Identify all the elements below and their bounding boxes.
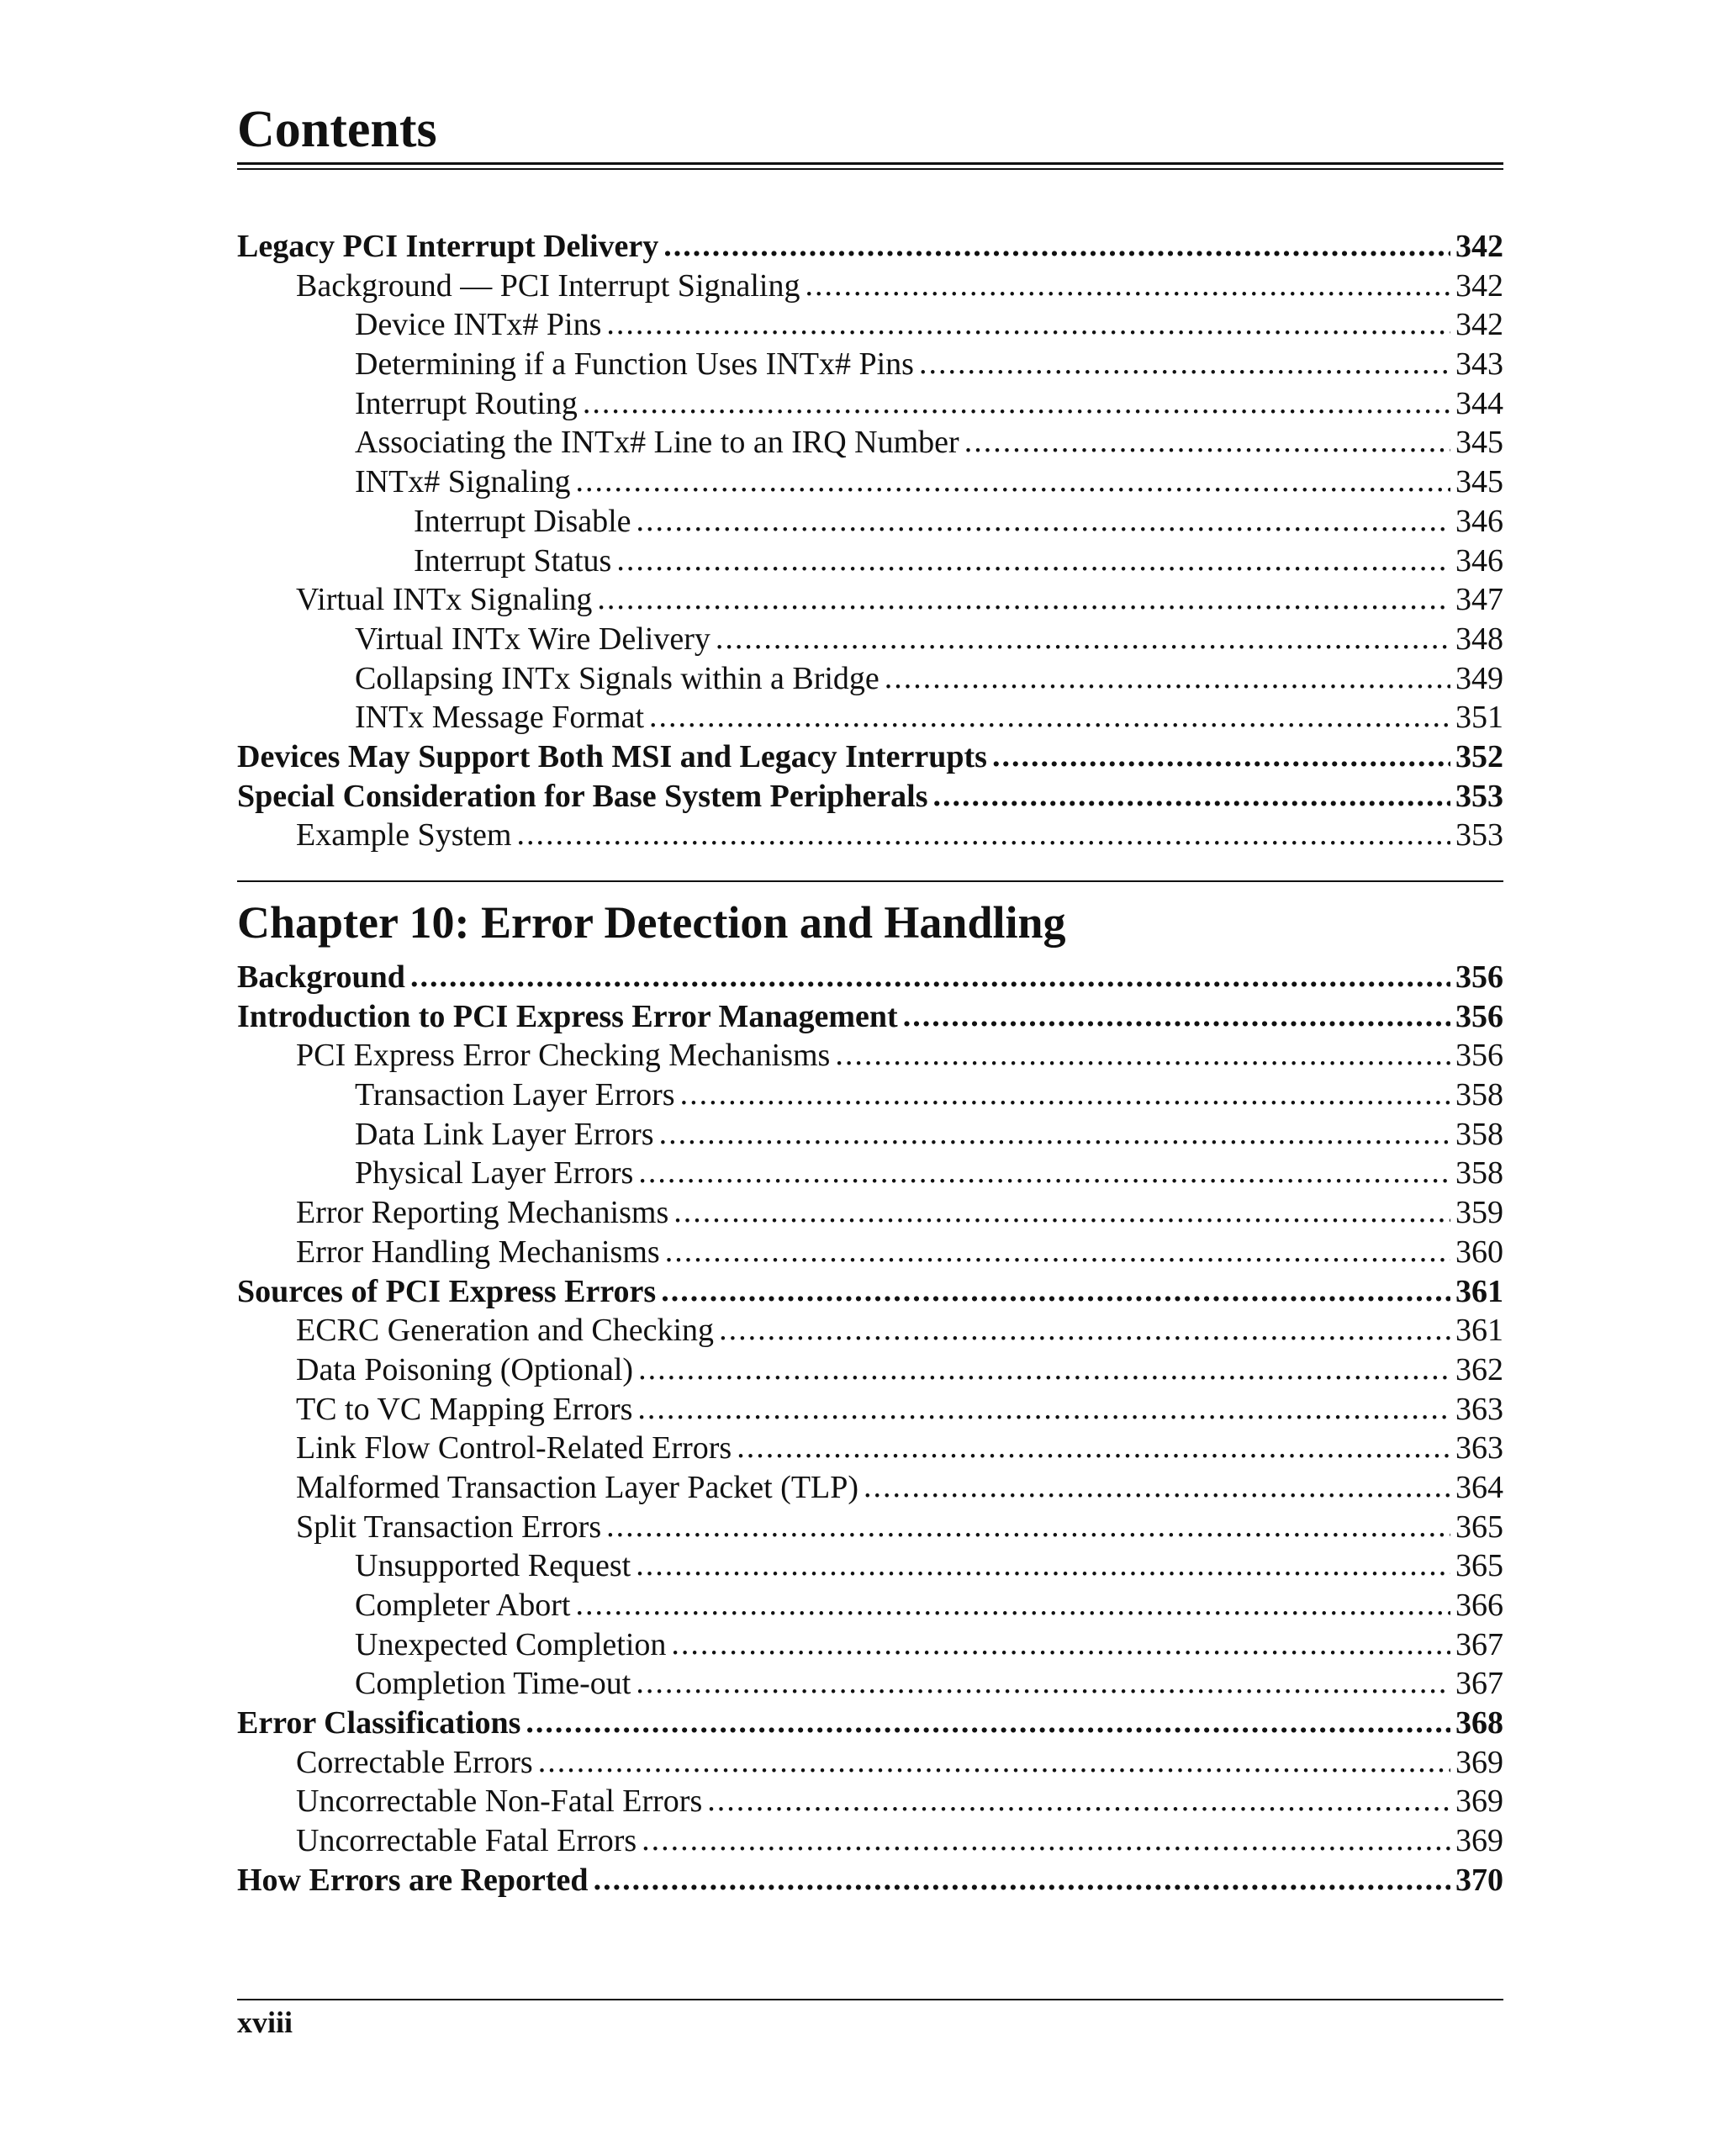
- toc-entry-page: 356: [1455, 1038, 1503, 1074]
- toc-entry[interactable]: [237, 227, 1503, 267]
- toc-entry-title: Split Transaction Errors: [296, 1509, 602, 1545]
- dot-leader: [659, 1114, 1450, 1154]
- toc-entry[interactable]: [237, 1390, 1503, 1429]
- toc-entry[interactable]: [237, 620, 1503, 659]
- dot-leader: [719, 1310, 1450, 1350]
- toc-entry[interactable]: [237, 542, 1503, 581]
- toc-entry[interactable]: [237, 1075, 1503, 1115]
- footer-page-number: xviii: [237, 2005, 293, 2039]
- toc-entry-page: 342: [1455, 307, 1503, 343]
- dot-leader: [919, 344, 1450, 383]
- toc-entry-title: Interrupt Status: [414, 542, 612, 579]
- toc-entry-page: 358: [1455, 1116, 1503, 1152]
- toc-entry[interactable]: [237, 1586, 1503, 1625]
- toc-entry[interactable]: [237, 1154, 1503, 1193]
- toc-entry-title: Error Classifications: [237, 1705, 521, 1741]
- toc-entry-page: 353: [1455, 817, 1503, 853]
- toc-entry-page: 367: [1455, 1666, 1503, 1702]
- dot-leader: [737, 1428, 1450, 1467]
- toc-entry[interactable]: [237, 1508, 1503, 1547]
- toc-entry-page: 351: [1455, 700, 1503, 736]
- toc-entry-page: 369: [1455, 1744, 1503, 1780]
- dot-leader: [716, 619, 1450, 658]
- toc-entry[interactable]: [237, 345, 1503, 384]
- toc-entry[interactable]: [237, 423, 1503, 462]
- toc-entry[interactable]: [237, 1233, 1503, 1272]
- toc-entry-title: Associating the INTx# Line to an IRQ Number: [355, 425, 959, 461]
- toc-entry-page: 369: [1455, 1783, 1503, 1820]
- toc-entry[interactable]: [237, 1743, 1503, 1783]
- toc-entry-page: 345: [1455, 425, 1503, 461]
- dot-leader: [410, 957, 1450, 996]
- toc-entry[interactable]: [237, 1115, 1503, 1155]
- toc-entry-title: Special Consideration for Base System Peripherals: [237, 778, 928, 814]
- toc-entry[interactable]: [237, 1625, 1503, 1665]
- chapter-heading: Chapter 10: Error Detection and Handling: [237, 897, 1066, 948]
- toc-entry-page: 367: [1455, 1626, 1503, 1662]
- toc-entry-page: 364: [1455, 1469, 1503, 1505]
- toc-entry-title: Determining if a Function Uses INTx# Pins: [355, 346, 914, 383]
- toc-entry-page: 348: [1455, 621, 1503, 657]
- dot-leader: [616, 541, 1450, 580]
- toc-entry-title: TC to VC Mapping Errors: [296, 1391, 633, 1427]
- toc-entry[interactable]: [237, 1350, 1503, 1390]
- toc-entry-title: Virtual INTx Signaling: [296, 582, 593, 618]
- toc-entry-page: 345: [1455, 464, 1503, 500]
- toc-entry-page: 356: [1455, 998, 1503, 1034]
- header-double-rule: [237, 162, 1503, 170]
- toc-entry-page: 356: [1455, 959, 1503, 995]
- toc-entry-title: Introduction to PCI Express Error Management: [237, 998, 898, 1034]
- toc-entry[interactable]: [237, 1861, 1503, 1900]
- toc-entry[interactable]: [237, 737, 1503, 777]
- dot-leader: [575, 1585, 1450, 1625]
- toc-entry-title: Physical Layer Errors: [355, 1155, 634, 1192]
- toc-entry-page: 362: [1455, 1351, 1503, 1387]
- toc-entry-title: Error Reporting Mechanisms: [296, 1195, 669, 1231]
- toc-entry[interactable]: [237, 777, 1503, 816]
- dot-leader: [575, 462, 1450, 501]
- dot-leader: [594, 1860, 1450, 1900]
- toc-entry[interactable]: [237, 816, 1503, 855]
- toc-entry-page: 346: [1455, 542, 1503, 579]
- toc-entry-title: Unexpected Completion: [355, 1626, 667, 1662]
- toc-entry-title: Error Handling Mechanisms: [296, 1234, 660, 1270]
- toc-entry-title: How Errors are Reported: [237, 1862, 589, 1898]
- toc-entry-page: 369: [1455, 1823, 1503, 1859]
- toc-entry-title: Collapsing INTx Signals within a Bridge: [355, 660, 879, 696]
- toc-entry-title: INTx# Signaling: [355, 464, 571, 500]
- toc-entry-page: 342: [1455, 229, 1503, 264]
- dot-leader: [638, 1153, 1450, 1192]
- toc-entry[interactable]: [237, 659, 1503, 699]
- toc-entry[interactable]: [237, 1821, 1503, 1861]
- dot-leader: [673, 1192, 1450, 1232]
- toc-entry[interactable]: [237, 502, 1503, 542]
- toc-entry-page: 342: [1455, 267, 1503, 304]
- toc-entry[interactable]: [237, 1272, 1503, 1312]
- dot-leader: [583, 383, 1450, 423]
- dot-leader: [964, 422, 1450, 462]
- toc-entry-title: Virtual INTx Wire Delivery: [355, 621, 710, 657]
- toc-entry-title: Devices May Support Both MSI and Legacy Interrupts: [237, 738, 987, 774]
- toc-entry-page: 349: [1455, 660, 1503, 696]
- dot-leader: [933, 776, 1450, 816]
- toc-entry-title: Background: [237, 959, 405, 995]
- toc-entry[interactable]: [237, 1429, 1503, 1468]
- toc-entry-title: Data Poisoning (Optional): [296, 1351, 634, 1387]
- toc-entry-page: 368: [1455, 1705, 1503, 1741]
- toc-entry-title: Completion Time-out: [355, 1666, 631, 1702]
- toc-entry-title: Unsupported Request: [355, 1548, 631, 1584]
- toc-entry[interactable]: [237, 1704, 1503, 1743]
- toc-entry-page: 343: [1455, 346, 1503, 383]
- toc-entry-title: Interrupt Disable: [414, 503, 631, 539]
- toc-entry-title: Completer Abort: [355, 1588, 571, 1623]
- dot-leader: [606, 304, 1450, 344]
- section-divider: [237, 880, 1503, 882]
- toc-entry[interactable]: [237, 1036, 1503, 1075]
- page-title: Contents: [237, 101, 437, 158]
- toc-entry-page: 361: [1455, 1273, 1503, 1309]
- toc-entry[interactable]: [237, 997, 1503, 1037]
- toc-entry-page: 358: [1455, 1077, 1503, 1113]
- toc-entry[interactable]: [237, 580, 1503, 620]
- toc-entry[interactable]: [237, 1782, 1503, 1821]
- toc-entry[interactable]: [237, 958, 1503, 997]
- toc-entry-title: Uncorrectable Non-Fatal Errors: [296, 1783, 703, 1820]
- dot-leader: [526, 1703, 1450, 1742]
- toc-entry-title: Sources of PCI Express Errors: [237, 1273, 657, 1309]
- toc-entry[interactable]: [237, 267, 1503, 306]
- toc-entry[interactable]: [237, 1311, 1503, 1350]
- dot-leader: [665, 1232, 1450, 1271]
- dot-leader: [637, 1389, 1450, 1429]
- dot-leader: [661, 1271, 1450, 1311]
- toc-entry-title: Link Flow Control-Related Errors: [296, 1430, 732, 1466]
- dot-leader: [538, 1742, 1450, 1782]
- toc-entry[interactable]: [237, 698, 1503, 737]
- toc-entry-title: ECRC Generation and Checking: [296, 1313, 715, 1349]
- toc-entry-title: Legacy PCI Interrupt Delivery: [237, 229, 659, 264]
- dot-leader: [636, 1546, 1450, 1585]
- dot-leader: [671, 1625, 1450, 1664]
- toc-entry-page: 344: [1455, 385, 1503, 421]
- toc-entry-page: 365: [1455, 1548, 1503, 1584]
- toc-entry-title: INTx Message Format: [355, 700, 645, 736]
- toc-entry-page: 365: [1455, 1509, 1503, 1545]
- toc-entry-page: 370: [1455, 1862, 1503, 1898]
- toc-entry-title: Transaction Layer Errors: [355, 1077, 675, 1113]
- dot-leader: [606, 1507, 1450, 1546]
- dot-leader: [992, 737, 1450, 776]
- toc-list-legacy-interrupts: [237, 227, 1503, 855]
- toc-entry-page: 353: [1455, 778, 1503, 814]
- toc-entry-title: Malformed Transaction Layer Packet (TLP): [296, 1469, 859, 1505]
- toc-entry[interactable]: [237, 305, 1503, 345]
- toc-entry[interactable]: [237, 1193, 1503, 1233]
- dot-leader: [642, 1820, 1450, 1860]
- dot-leader: [864, 1467, 1450, 1507]
- dot-leader: [637, 501, 1450, 541]
- dot-leader: [903, 996, 1450, 1036]
- toc-entry-title: Interrupt Routing: [355, 385, 578, 421]
- toc-entry-title: Correctable Errors: [296, 1744, 533, 1780]
- toc-entry-page: 363: [1455, 1391, 1503, 1427]
- footer-rule: [237, 1999, 1503, 2000]
- toc-entry-page: 363: [1455, 1430, 1503, 1466]
- dot-leader: [516, 815, 1450, 854]
- dot-leader: [663, 226, 1450, 266]
- toc-entry-page: 359: [1455, 1195, 1503, 1231]
- dot-leader: [835, 1035, 1450, 1075]
- toc-entry-page: 346: [1455, 503, 1503, 539]
- toc-entry-page: 347: [1455, 582, 1503, 618]
- dot-leader: [805, 266, 1450, 305]
- toc-entry-page: 361: [1455, 1313, 1503, 1349]
- toc-entry-title: Example System: [296, 817, 512, 853]
- toc-entry-page: 366: [1455, 1588, 1503, 1623]
- dot-leader: [649, 697, 1450, 737]
- toc-entry-title: Background — PCI Interrupt Signaling: [296, 267, 800, 304]
- toc-entry-title: PCI Express Error Checking Mechanisms: [296, 1038, 831, 1074]
- dot-leader: [636, 1663, 1450, 1703]
- toc-entry-page: 352: [1455, 738, 1503, 774]
- toc-entry[interactable]: [237, 1546, 1503, 1586]
- toc-entry[interactable]: [237, 462, 1503, 502]
- toc-entry-title: Data Link Layer Errors: [355, 1116, 654, 1152]
- toc-entry-page: 358: [1455, 1155, 1503, 1192]
- dot-leader: [638, 1350, 1450, 1389]
- dot-leader: [885, 658, 1450, 698]
- toc-entry[interactable]: [237, 1664, 1503, 1704]
- toc-entry[interactable]: [237, 384, 1503, 424]
- toc-entry-page: 360: [1455, 1234, 1503, 1270]
- dot-leader: [707, 1781, 1450, 1820]
- dot-leader: [597, 579, 1450, 619]
- toc-entry-title: Device INTx# Pins: [355, 307, 602, 343]
- dot-leader: [680, 1075, 1450, 1114]
- toc-list-chapter-10: [237, 958, 1503, 1900]
- toc-entry[interactable]: [237, 1468, 1503, 1508]
- toc-entry-title: Uncorrectable Fatal Errors: [296, 1823, 637, 1859]
